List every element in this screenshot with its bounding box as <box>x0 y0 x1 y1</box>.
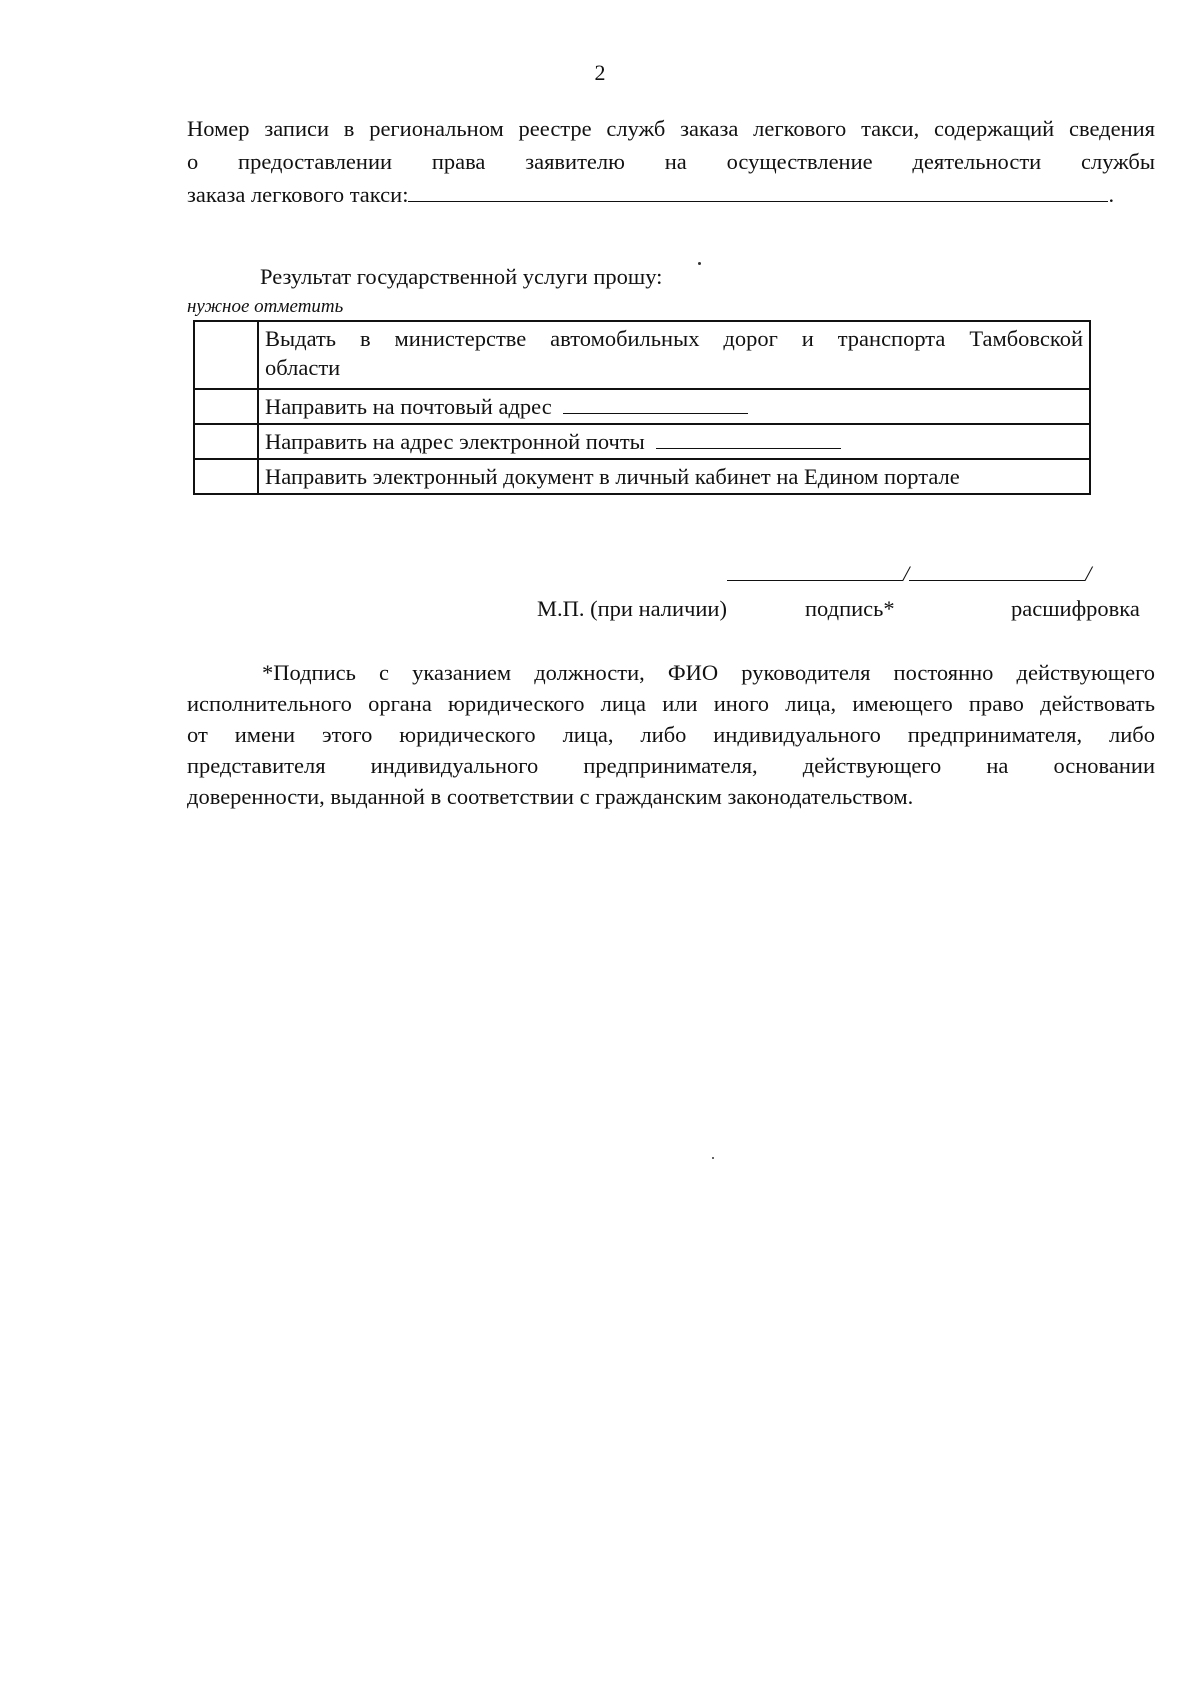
registry-line-3 <box>187 178 1155 211</box>
mark-needed-note: нужное отметить <box>187 296 344 317</box>
footnote-line-1: *Подпись с указанием должности, ФИО руководителя постоянно действующего <box>262 660 1155 685</box>
signature-footnote <box>187 657 1155 812</box>
option-1-line-a: Выдать в министерстве автомобильных дорог и транспорта Тамбовской <box>265 326 1083 351</box>
scan-dot <box>698 262 701 265</box>
signature-field[interactable] <box>727 560 903 581</box>
decoding-label: расшифровка <box>1011 596 1140 621</box>
option-checkbox-2[interactable] <box>194 389 258 424</box>
signature-lines <box>727 560 1092 587</box>
option-checkbox-1[interactable] <box>194 321 258 389</box>
registry-line-3-label: заказа легкового такси: <box>187 182 409 207</box>
signature-separator-2: / <box>1085 561 1092 586</box>
footnote-line-5: доверенности, выданной в соответствии с гражданским законодательством. <box>187 784 914 809</box>
footnote-line-4: представителя индивидуального предпринимателя, действующего на основании <box>187 753 1155 778</box>
registry-paragraph <box>187 112 1155 211</box>
scan-dot <box>712 1157 714 1159</box>
option-text-4 <box>258 459 1090 494</box>
signature-separator-1: / <box>903 561 910 586</box>
option-text-3 <box>258 424 1090 459</box>
option-3-label: Направить на адрес электронной почты <box>265 429 645 454</box>
option-checkbox-3[interactable] <box>194 424 258 459</box>
option-text-2 <box>258 389 1090 424</box>
option-2-label: Направить на почтовый адрес <box>265 394 552 419</box>
footnote-line-2: исполнительного органа юридического лица или иного лица, имеющего право действовать <box>187 691 1155 716</box>
table-row <box>194 459 1090 494</box>
option-checkbox-4[interactable] <box>194 459 258 494</box>
signature-label: подпись* <box>805 596 895 621</box>
option-1-line-b: области <box>265 355 341 380</box>
option-text-1 <box>258 321 1090 389</box>
result-title: Результат государственной услуги прошу: <box>260 264 663 289</box>
footnote-line-3: от имени этого юридического лица, либо индивидуального предпринимателя, либо <box>187 722 1155 747</box>
option-4-label: Направить электронный документ в личный кабинет на Едином портале <box>265 464 960 489</box>
table-row <box>194 424 1090 459</box>
table-row <box>194 321 1090 389</box>
result-options-table <box>193 320 1091 495</box>
page-number: 2 <box>594 60 606 85</box>
registry-line-1: Номер записи в региональном реестре служб заказа легкового такси, содержащий сведения <box>187 116 1155 141</box>
table-row <box>194 389 1090 424</box>
postal-address-field[interactable] <box>563 395 748 414</box>
email-address-field[interactable] <box>656 430 841 449</box>
registry-line-3-end: . <box>1108 182 1115 207</box>
decoding-field[interactable] <box>909 560 1085 581</box>
registry-number-field[interactable] <box>408 183 1108 202</box>
stamp-label: М.П. (при наличии) <box>537 596 727 621</box>
registry-line-2: о предоставлении права заявителю на осуществление деятельности службы <box>187 149 1155 174</box>
